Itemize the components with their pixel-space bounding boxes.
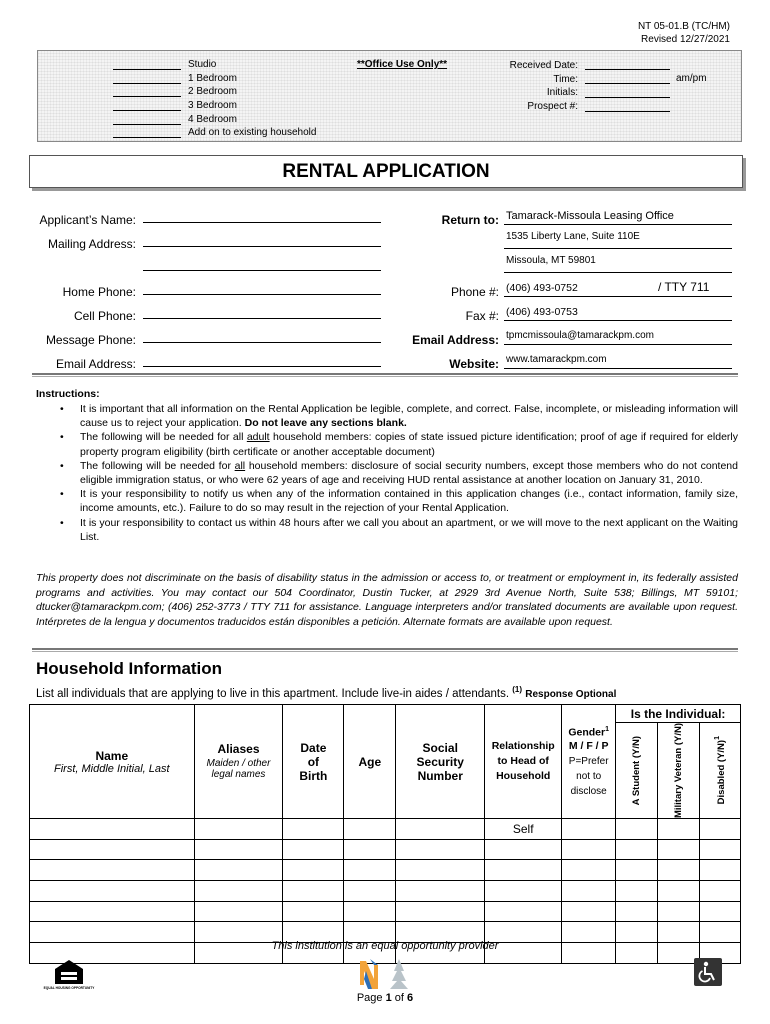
cell-age[interactable] xyxy=(344,901,396,922)
unit-blank[interactable] xyxy=(113,69,181,70)
home-phone-label: Home Phone: xyxy=(62,285,136,299)
home-phone-field[interactable] xyxy=(143,294,381,295)
svg-text:EQUAL HOUSING OPPORTUNITY: EQUAL HOUSING OPPORTUNITY xyxy=(43,986,95,990)
cell-age[interactable] xyxy=(344,881,396,902)
return-email-label: Email Address: xyxy=(412,333,499,347)
cell-disabled[interactable] xyxy=(700,839,741,860)
col-header-student: A Student (Y/N) xyxy=(616,723,658,819)
time-label: Time: xyxy=(553,73,578,85)
cell-ssn[interactable] xyxy=(396,860,485,881)
unit-blank[interactable] xyxy=(113,137,181,138)
tty-value: / TTY 711 xyxy=(658,280,710,294)
cell-gender[interactable] xyxy=(562,839,616,860)
office-fax xyxy=(504,297,732,321)
office-website xyxy=(504,345,732,369)
table-row xyxy=(30,819,741,840)
message-phone-label: Message Phone: xyxy=(45,333,136,347)
instruction-item: • It is your responsibility to notify us when any of the information contained in this application changes (i.e., contact information, family size, income amounts, etc.). Failure to do so may result in the rejection of your Rental Application. xyxy=(60,488,738,515)
unit-blank[interactable] xyxy=(113,96,181,97)
cell-veteran[interactable] xyxy=(658,860,700,881)
return-labels xyxy=(395,208,499,376)
unit-option-label: 2 Bedroom xyxy=(188,86,237,98)
cell-aliases[interactable] xyxy=(194,901,283,922)
instruction-item: • It is your responsibility to contact us within 48 hours after we call you about an apartment, or we will move to the next applicant on the Waiting List. xyxy=(60,516,738,543)
initials-label: Initials: xyxy=(546,87,578,99)
mailing-address-line2-field[interactable] xyxy=(143,270,381,271)
cell-dob[interactable] xyxy=(283,860,344,881)
cell-disabled[interactable] xyxy=(700,881,741,902)
office-name: Tamarack-Missoula Leasing Office xyxy=(504,208,732,225)
unit-option-label: 4 Bedroom xyxy=(188,113,237,125)
cell-name[interactable] xyxy=(30,819,195,840)
section-divider xyxy=(32,373,738,377)
fax-value: (406) 493-0753 xyxy=(506,306,578,318)
col-header-dob: Date of Birth xyxy=(283,705,344,819)
cell-dob[interactable] xyxy=(283,819,344,840)
cell-student[interactable] xyxy=(616,819,658,840)
applicant-name-field[interactable] xyxy=(143,222,381,223)
page-title: RENTAL APPLICATION xyxy=(282,161,490,182)
cell-aliases[interactable] xyxy=(194,819,283,840)
cell-relationship: Self xyxy=(485,819,562,840)
page-number: Page 1 of 6 xyxy=(356,992,414,1004)
applicant-labels xyxy=(30,208,136,376)
col-header-name: Name First, Middle Initial, Last xyxy=(30,705,195,819)
office-phone xyxy=(504,273,732,297)
cell-student[interactable] xyxy=(616,860,658,881)
received-date-label: Received Date: xyxy=(509,60,578,71)
cell-dob[interactable] xyxy=(283,881,344,902)
website-value: www.tamarackpm.com xyxy=(506,354,607,365)
prospect-label: Prospect #: xyxy=(527,101,578,113)
office-field-labels xyxy=(478,59,578,114)
cell-student[interactable] xyxy=(616,881,658,902)
unit-blank[interactable] xyxy=(113,124,181,125)
cell-phone-label: Cell Phone: xyxy=(73,309,136,323)
household-subtext xyxy=(36,685,616,700)
table-row xyxy=(30,860,741,881)
col-header-ssn: Social Security Number xyxy=(396,705,485,819)
cell-name[interactable] xyxy=(30,901,195,922)
form-id xyxy=(638,20,730,46)
household-heading: Household Information xyxy=(36,659,223,678)
unit-option-label: Add on to existing household xyxy=(188,127,317,139)
mailing-address-label: Mailing Address: xyxy=(47,237,136,251)
cell-dob[interactable] xyxy=(283,901,344,922)
tamarack-logo xyxy=(356,957,416,991)
table-row xyxy=(30,839,741,860)
office-use-label: **Office Use Only** xyxy=(357,59,448,70)
cell-veteran[interactable] xyxy=(658,881,700,902)
cell-student[interactable] xyxy=(616,901,658,922)
office-use-box xyxy=(37,50,742,142)
cell-ssn[interactable] xyxy=(396,881,485,902)
cell-age[interactable] xyxy=(344,860,396,881)
cell-disabled[interactable] xyxy=(700,860,741,881)
form-revised: Revised 12/27/2021 xyxy=(641,34,730,45)
cell-relationship[interactable] xyxy=(485,881,562,902)
cell-gender[interactable] xyxy=(562,901,616,922)
applicant-name-label: Applicant’s Name: xyxy=(39,213,136,227)
household-table xyxy=(29,704,741,964)
nondiscrimination-statement: This property does not discriminate on the basis of disability status in the admission or access to, or treatment or employment in, its federally assisted programs and activities. You may contact our 504 Coordinator, Dustin Tucker, at 2929 3rd Avenue North, Suite 538; Billings, MT 59101; dtucker@tamarackpm.com; (406) 252-3773 / TTY 711 for assistance. Language interpreters and/or translated documents are available upon request. Intérpretes de la lengua y documentos traducidos están disponibles a petición. Alternate formats are available upon request. xyxy=(36,572,738,628)
prospect-field[interactable] xyxy=(585,111,670,112)
cell-name[interactable] xyxy=(30,839,195,860)
office-email xyxy=(504,321,732,345)
message-phone-field[interactable] xyxy=(143,342,381,343)
return-to-label: Return to: xyxy=(441,213,499,227)
col-header-age: Age xyxy=(344,705,396,819)
col-header-aliases: Aliases Maiden / other legal names xyxy=(194,705,283,819)
form-code: NT 05-01.B (TC/HM) xyxy=(637,21,730,32)
cell-aliases[interactable] xyxy=(194,881,283,902)
mailing-address-field[interactable] xyxy=(143,246,381,247)
unit-option-label: 3 Bedroom xyxy=(188,100,237,112)
instruction-item: • The following will be needed for all household members: disclosure of social security numbers, except those members who do not contend eligible immigration status, or who were 62 years of age and receiving HUD rental assistance at another location on January 31, 2010. xyxy=(60,459,738,487)
cell-dob[interactable] xyxy=(283,839,344,860)
phone-value: (406) 493-0752 xyxy=(506,282,578,294)
instruction-item: • It is important that all information on the Rental Application be legible, complete, and correct. False, incomplete, or misleading information will cause us to reject your application. Do not leave any sections blank. xyxy=(60,403,738,430)
ampm-label: am/pm xyxy=(676,73,707,84)
equal-housing-icon xyxy=(43,958,95,992)
cell-ssn[interactable] xyxy=(396,901,485,922)
unit-blank[interactable] xyxy=(113,83,181,84)
initials-field[interactable] xyxy=(585,97,670,98)
cell-gender[interactable] xyxy=(562,819,616,840)
instruction-item: • The following will be needed for all adult household members: copies of state issued picture identification; proof of age if required for elderly property program eligibility (birth certificate or another acceptable document) xyxy=(60,431,738,458)
cell-student[interactable] xyxy=(616,839,658,860)
email-value: tpmcmissoula@tamarackpm.com xyxy=(506,330,654,341)
household-instructions: List all individuals that are applying to live in this apartment. Include live-in aides / attendants. xyxy=(36,687,510,700)
phone-label: Phone #: xyxy=(450,285,499,299)
col-header-is-individual: Is the Individual: xyxy=(616,705,741,723)
cell-disabled[interactable] xyxy=(700,901,741,922)
cell-aliases[interactable] xyxy=(194,860,283,881)
equal-opportunity-statement: This institution is an equal opportunity provider xyxy=(271,940,499,952)
cell-relationship[interactable] xyxy=(485,901,562,922)
cell-ssn[interactable] xyxy=(396,819,485,840)
tamarack-logo-icon xyxy=(356,957,416,991)
email-address-label: Email Address: xyxy=(55,357,136,371)
cell-aliases[interactable] xyxy=(194,839,283,860)
cell-relationship[interactable] xyxy=(485,839,562,860)
cell-age[interactable] xyxy=(344,839,396,860)
cell-veteran[interactable] xyxy=(658,901,700,922)
equal-housing-logo xyxy=(43,958,95,992)
title-banner xyxy=(29,155,743,188)
fax-label: Fax #: xyxy=(465,309,499,323)
instructions-heading: Instructions: xyxy=(36,388,100,400)
col-header-veteran: Military Veteran (Y/N) xyxy=(658,723,700,819)
response-optional: Response Optional xyxy=(525,688,617,700)
website-label: Website: xyxy=(449,357,499,371)
cell-relationship[interactable] xyxy=(485,860,562,881)
email-address-field[interactable] xyxy=(143,366,381,367)
col-header-relationship: Relationship to Head of Household xyxy=(485,705,562,819)
col-header-gender: Gender$^1$ M / F / P P=Prefer not to disclose xyxy=(562,705,616,819)
cell-gender[interactable] xyxy=(562,881,616,902)
cell-disabled[interactable] xyxy=(700,819,741,840)
cell-gender[interactable] xyxy=(562,860,616,881)
cell-veteran[interactable] xyxy=(658,819,700,840)
unit-blank[interactable] xyxy=(113,110,181,111)
footnote-marker: (1) xyxy=(512,685,523,694)
office-street: 1535 Liberty Lane, Suite 110E xyxy=(504,225,732,249)
received-date-field[interactable] xyxy=(585,69,670,70)
accessibility-logo xyxy=(694,958,722,986)
cell-phone-field[interactable] xyxy=(143,318,381,319)
cell-ssn[interactable] xyxy=(396,839,485,860)
cell-veteran[interactable] xyxy=(658,839,700,860)
cell-name[interactable] xyxy=(30,881,195,902)
col-header-disabled: Disabled $(Y/N)^1$ xyxy=(700,723,741,819)
return-values xyxy=(504,208,732,369)
wheelchair-icon xyxy=(694,958,722,986)
unit-option-label: Studio xyxy=(188,59,217,70)
table-row xyxy=(30,881,741,902)
cell-age[interactable] xyxy=(344,819,396,840)
instructions-list xyxy=(36,402,738,544)
cell-name[interactable] xyxy=(30,860,195,881)
office-city: Missoula, MT 59801 xyxy=(504,249,732,273)
table-row xyxy=(30,901,741,922)
time-field[interactable] xyxy=(585,83,670,84)
unit-option-label: 1 Bedroom xyxy=(188,72,237,84)
section-divider xyxy=(32,648,738,652)
